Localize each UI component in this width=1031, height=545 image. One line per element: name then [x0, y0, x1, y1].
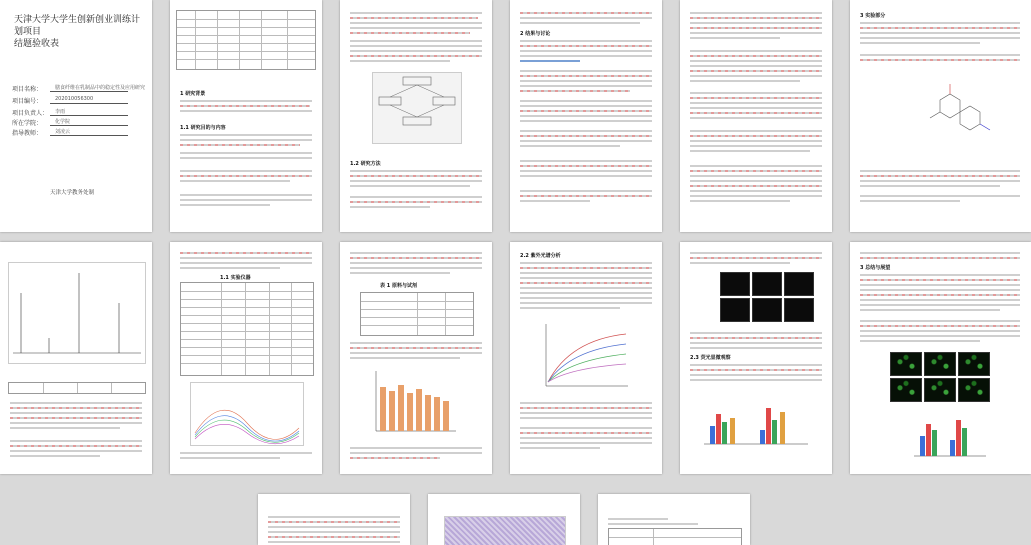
microscopy-image: [752, 272, 782, 296]
fluorescence-image: [958, 352, 990, 376]
chemical-structure-figure: [910, 80, 1000, 150]
section-heading: 1 研究背景: [180, 91, 206, 97]
document-page-12[interactable]: [850, 242, 1031, 474]
nmr-spectrum-figure: [8, 262, 146, 364]
bar-chart-figure: [700, 392, 812, 448]
section-heading: 1.1 研究目的与内容: [180, 125, 226, 131]
tissue-image: [444, 516, 566, 545]
document-page-3[interactable]: [340, 0, 492, 232]
document-page-14[interactable]: [428, 494, 580, 545]
flowchart-figure: [372, 72, 462, 144]
release-curve-figure: [540, 320, 632, 392]
document-page-9[interactable]: [340, 242, 492, 474]
info-table: [176, 10, 316, 70]
fluorescence-image: [890, 378, 922, 402]
cover-field-value: 李雨: [55, 109, 66, 115]
cover-field-value: 膳食纤维在乳制品中的稳定性及应用研究: [55, 85, 146, 91]
microscopy-image: [752, 298, 782, 322]
document-page-7[interactable]: [0, 242, 152, 474]
cover-field-value: 刘凌云: [55, 129, 71, 135]
signature-table: [608, 528, 742, 545]
section-heading: 2.2 紫外光谱分析: [520, 253, 561, 259]
bar-chart-figure: [370, 367, 460, 437]
fluorescence-image: [924, 352, 956, 376]
fluorescence-image: [958, 378, 990, 402]
document-page-13[interactable]: [258, 494, 410, 545]
spectrum-data-table: [8, 382, 146, 394]
cover-school-name: 天津大学教务处制: [50, 190, 95, 196]
section-heading: 1.2 研究方法: [350, 161, 381, 167]
line-spectra-figure: [190, 382, 304, 446]
microscopy-image: [784, 272, 814, 296]
document-page-8[interactable]: [170, 242, 322, 474]
bar-chart-figure: [910, 410, 990, 460]
reagent-table: [180, 282, 314, 376]
microscopy-image: [720, 298, 750, 322]
section-heading: 1.1 实验仪器: [220, 275, 251, 281]
microscopy-image: [784, 298, 814, 322]
section-heading: 2.3 荧光显微观察: [690, 355, 731, 361]
document-page-5[interactable]: [680, 0, 832, 232]
section-heading: 3 总结与展望: [860, 265, 891, 271]
cover-title: 天津大学大学生创新创业训练计划项目 结题验收表: [14, 15, 141, 49]
cover-field-value: 202010056300: [55, 96, 94, 102]
cover-field-value: 化学院: [55, 119, 71, 125]
document-page-2[interactable]: [170, 0, 322, 232]
document-page-6[interactable]: [850, 0, 1031, 232]
cover-field-label: 项目负责人：: [12, 110, 49, 117]
document-page-15[interactable]: [598, 494, 750, 545]
cover-field-label: 项目名称：: [12, 86, 43, 93]
results-table: [360, 292, 474, 336]
fluorescence-image: [924, 378, 956, 402]
section-heading: 表 1 原料与试剂: [380, 283, 417, 289]
fluorescence-image: [890, 352, 922, 376]
document-page-11[interactable]: [680, 242, 832, 474]
microscopy-image: [720, 272, 750, 296]
section-heading: 3 实验部分: [860, 13, 886, 19]
section-heading: 2 结果与讨论: [520, 31, 551, 37]
document-page-4[interactable]: [510, 0, 662, 232]
cover-field-label: 所在学院：: [12, 120, 43, 127]
cover-field-label: 项目编号：: [12, 98, 43, 105]
document-page-10[interactable]: [510, 242, 662, 474]
document-page-cover[interactable]: [0, 0, 152, 232]
cover-field-label: 指导教师：: [12, 130, 43, 137]
